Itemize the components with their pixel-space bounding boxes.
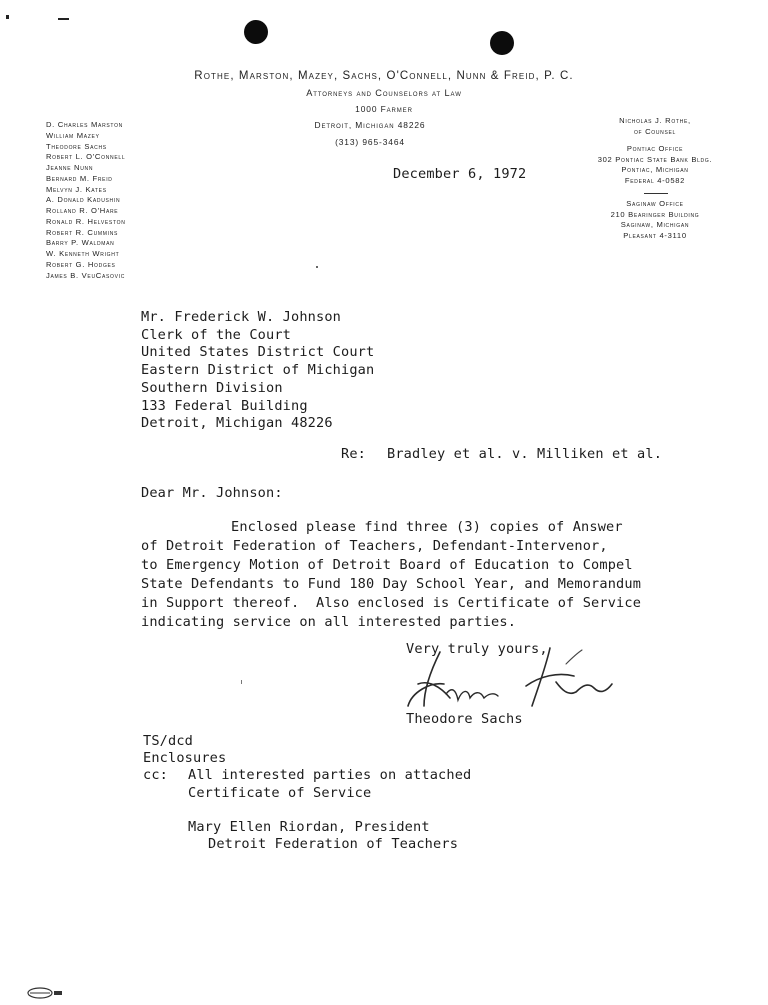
- partner-name: W. Kenneth Wright: [46, 249, 120, 258]
- partner-name: William Mazey: [46, 130, 100, 140]
- body-line: of Detroit Federation of Teachers, Defendant-Intervenor,: [141, 538, 608, 554]
- saginaw-office-city: Saginaw, Michigan: [620, 220, 690, 230]
- of-counsel-name: Nicholas J. Rothe,: [619, 116, 691, 125]
- body-line: State Defendants to Fund 180 Day School Year, and Memorandum: [141, 576, 642, 592]
- partner-name: Jeanne Nunn: [46, 163, 94, 172]
- cc-recipient-name: Mary Ellen Riordan, President: [188, 819, 430, 835]
- closing: Very truly yours,: [406, 641, 548, 657]
- letter-date: December 6, 1972: [393, 166, 527, 182]
- recipient-line: Eastern District of Michigan: [141, 362, 375, 379]
- scan-mark: [241, 680, 242, 684]
- partner-name: Melvyn J. Kates: [46, 184, 107, 194]
- body-paragraph: [141, 537, 641, 632]
- office-divider: [644, 193, 668, 194]
- scan-mark: [58, 18, 69, 20]
- pontiac-office-address: 302 Pontiac State Bank Bldg.: [597, 154, 713, 164]
- body-first-line: Enclosed please find three (3) copies of Answer: [231, 519, 623, 535]
- pontiac-office-phone: Federal 4-0582: [624, 175, 686, 185]
- partner-name: James B. VeuCasovic: [46, 270, 126, 280]
- partner-name: Theodore Sachs: [46, 141, 107, 151]
- punch-hole-left: [244, 20, 268, 44]
- partner-name: Robert L. O'Connell: [46, 152, 126, 162]
- partner-name: Rolland R. O'Hare: [46, 206, 119, 215]
- body-line: indicating service on all interested parties.: [141, 614, 517, 630]
- recipient-line: Clerk of the Court: [141, 326, 292, 343]
- handwritten-signature: [400, 646, 630, 716]
- partner-name: A. Donald Kadushin: [46, 195, 121, 205]
- partner-name: Ronald R. Helveston: [46, 216, 126, 226]
- re-label: Re:: [341, 446, 367, 462]
- signer-name: Theodore Sachs: [406, 711, 523, 727]
- saginaw-office-phone: Pleasant 4-3110: [623, 230, 687, 240]
- firm-tagline: Attorneys and Counselors at Law: [306, 88, 462, 98]
- re-case-name: Bradley et al. v. Milliken et al.: [387, 446, 663, 462]
- cc-label: cc:: [143, 767, 169, 783]
- recipient-line: Detroit, Michigan 48226: [141, 415, 333, 432]
- recipient-line: United States District Court: [141, 344, 375, 361]
- enclosures-note: Enclosures: [143, 750, 227, 766]
- saginaw-office-address: 210 Bearinger Building: [610, 209, 700, 219]
- recipient-line: Mr. Frederick W. Johnson: [141, 309, 342, 325]
- firm-address-city: Detroit, Michigan 48226: [314, 120, 426, 130]
- partner-name: Bernard M. Freid: [46, 173, 113, 183]
- of-counsel-title: of Counsel: [633, 126, 677, 136]
- pontiac-office-city: Pontiac, Michigan: [621, 165, 689, 175]
- firm-address-street: 1000 Farmer: [355, 104, 413, 114]
- cc-recipient-line: Certificate of Service: [188, 785, 372, 801]
- recipient-line: 133 Federal Building: [141, 397, 308, 414]
- saginaw-office-label: Saginaw Office: [626, 199, 684, 208]
- body-line: to Emergency Motion of Detroit Board of Education to Compel: [141, 557, 633, 573]
- scan-mark: [6, 15, 9, 19]
- firm-phone: (313) 965-3464: [335, 137, 405, 147]
- cc-recipient-organization: Detroit Federation of Teachers: [208, 836, 459, 852]
- partner-name: Barry P. Waldman: [46, 238, 115, 248]
- union-label-stamp: [26, 986, 66, 1000]
- typist-initials: TS/dcd: [143, 733, 194, 749]
- of-counsel-block: [575, 116, 735, 137]
- recipient-line: Southern Division: [141, 379, 283, 396]
- partner-name: Robert R. Cummins: [46, 227, 119, 237]
- recipient-address: [141, 309, 374, 433]
- body-line: in Support thereof. Also enclosed is Certificate of Service: [141, 595, 642, 611]
- salutation: Dear Mr. Johnson:: [141, 485, 283, 501]
- pontiac-office-block: [575, 144, 735, 186]
- saginaw-office-block: [575, 199, 735, 241]
- punch-hole-right: [490, 31, 514, 55]
- scan-mark: [316, 266, 318, 268]
- partner-name: D. Charles Marston: [46, 120, 123, 129]
- pontiac-office-label: Pontiac Office: [626, 144, 684, 153]
- partner-name: Robert G. Hodges: [46, 259, 116, 269]
- firm-name: Rothe, Marston, Mazey, Sachs, O'Connell, Nunn & Freid, P. C.: [194, 70, 574, 82]
- partner-list: [46, 120, 126, 281]
- cc-recipient-line: All interested parties on attached: [188, 767, 472, 783]
